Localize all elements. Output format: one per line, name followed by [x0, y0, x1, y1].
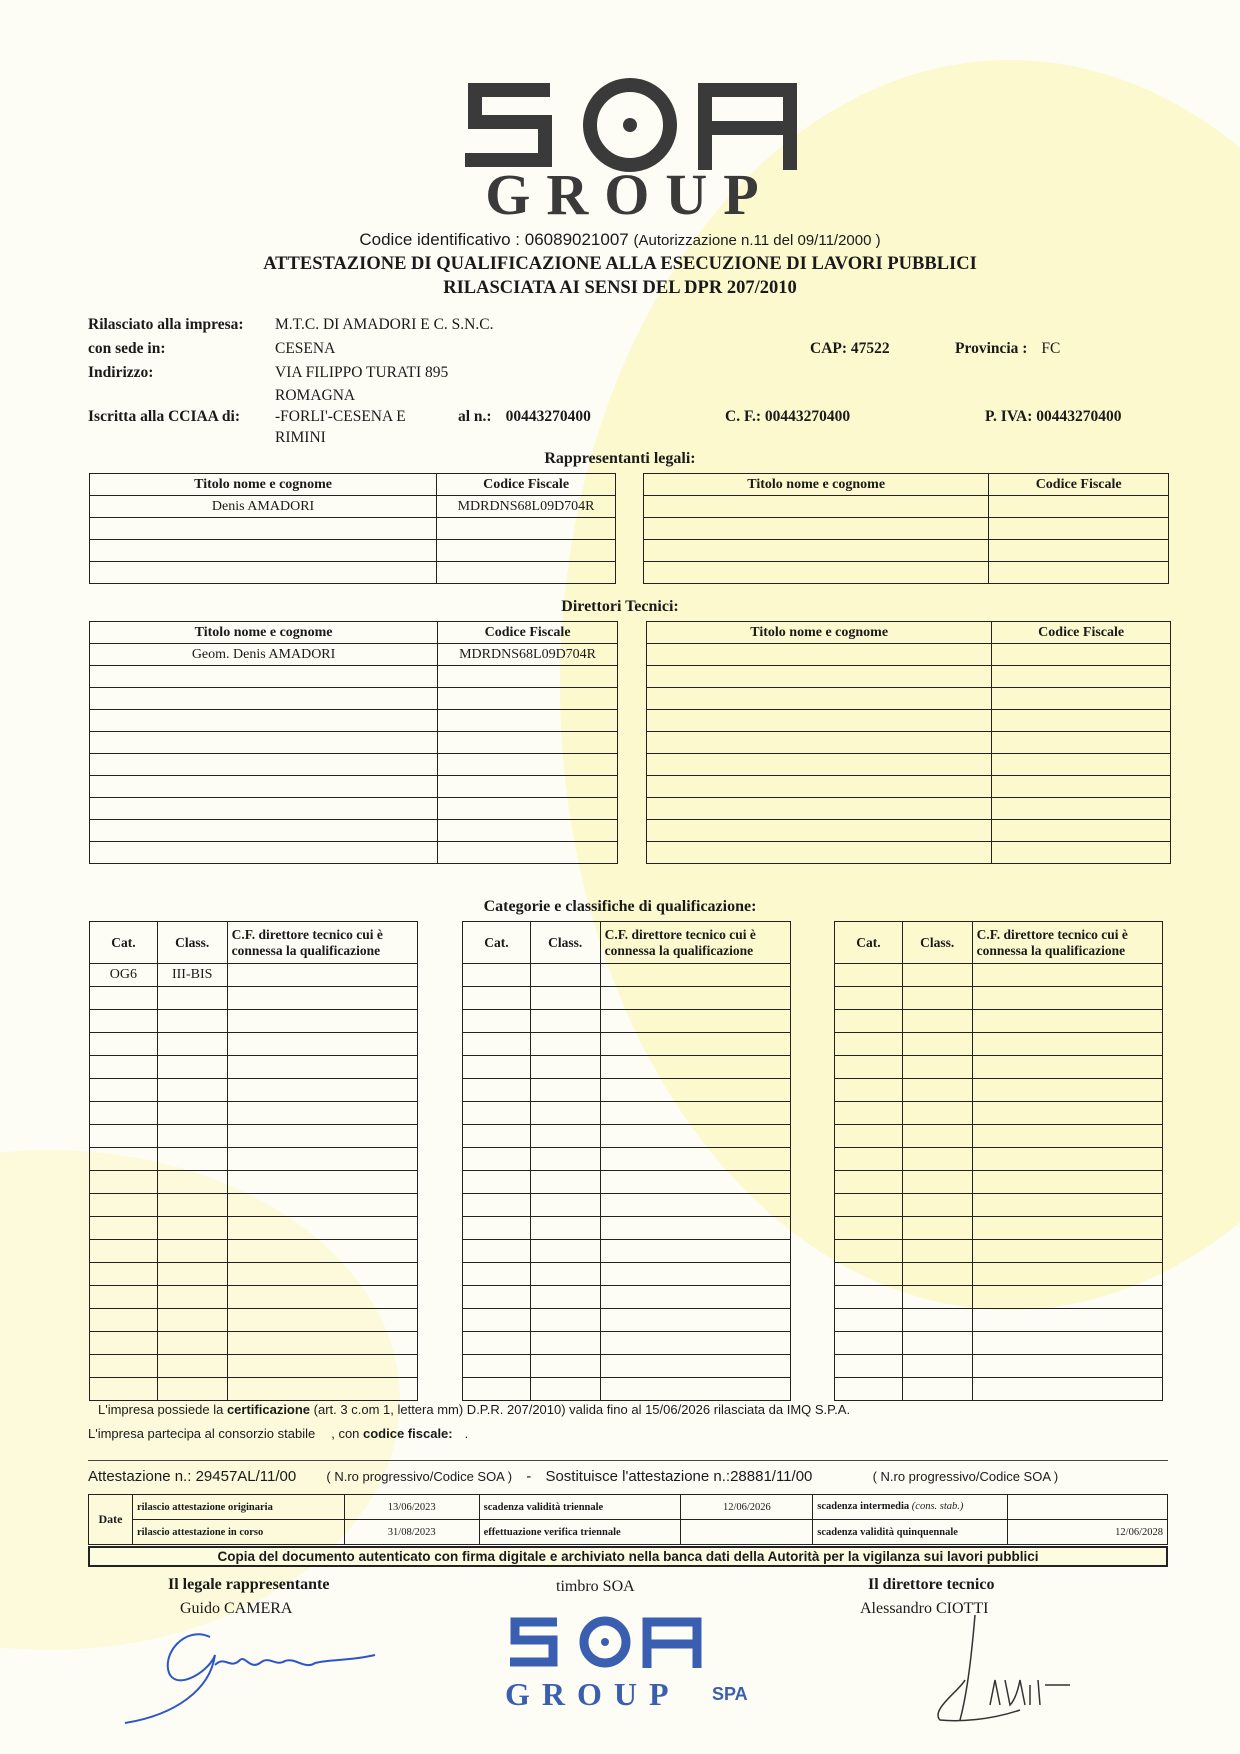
table-row [647, 710, 1171, 732]
col-cf-header: C.F. direttore tecnico cui è connessa la qualificazione [600, 922, 790, 964]
original-issue-date: 13/06/2023 [344, 1495, 479, 1520]
table-row [647, 798, 1171, 820]
table-row [835, 1378, 1163, 1401]
cf-label: C. F.: 00443270400 [725, 408, 851, 425]
table-row [463, 1056, 791, 1079]
table-row [90, 1171, 418, 1194]
quinquennial-expiry-label: scadenza validità quinquennale [813, 1520, 1008, 1545]
footer-note: Copia del documento autenticato con firma digitale e archiviato nella banca dati della Autorità per la vigilanza sui lavori pubblici [88, 1546, 1168, 1567]
provincia-label: Provincia : FC [955, 340, 1061, 357]
col-cf-header: C.F. direttore tecnico cui è connessa la qualificazione [227, 922, 417, 964]
table-row [835, 1263, 1163, 1286]
page-title: ATTESTAZIONE DI QUALIFICAZIONE ALLA ESECUZIONE DI LAVORI PUBBLICI [263, 254, 977, 274]
legal-rep-signature [115, 1615, 385, 1725]
table-row [647, 842, 1171, 864]
categories-table-right [834, 921, 1163, 1401]
col-name-header: Titolo nome e cognome [90, 622, 438, 644]
triennial-expiry-date: 12/06/2026 [681, 1495, 813, 1520]
attestation-num-value: 29457AL/11/00 [195, 1468, 297, 1485]
table-row [647, 754, 1171, 776]
tech-director-name: Alessandro CIOTTI [860, 1600, 989, 1617]
tech-director-title: Il direttore tecnico [868, 1576, 995, 1593]
categories-title: Categorie e classifiche di qualificazione: [483, 898, 757, 915]
col-cf-header: Codice Fiscale [989, 474, 1169, 496]
cap-label: CAP: 47522 [810, 340, 890, 357]
col-cf-header: C.F. direttore tecnico cui è connessa la qualificazione [972, 922, 1162, 964]
table-row [90, 754, 618, 776]
table-row [90, 1125, 418, 1148]
table-row [90, 1263, 418, 1286]
table-row [90, 688, 618, 710]
table-row [835, 1102, 1163, 1125]
representatives-table-right [643, 473, 1169, 584]
code-value: 06089021007 [524, 230, 629, 249]
legal-rep-title: Il legale rappresentante [168, 1576, 330, 1593]
table-row [463, 1171, 791, 1194]
table-row [463, 1240, 791, 1263]
table-row [835, 1125, 1163, 1148]
logo-group-text: GROUP [485, 162, 775, 227]
indirizzo-label: Indirizzo: [88, 364, 154, 381]
representatives-title: Rappresentanti legali: [544, 450, 696, 467]
table-row [90, 540, 616, 562]
attestation-num-note: ( N.ro progressivo/Codice SOA ) [326, 1469, 513, 1484]
col-class-header: Class. [157, 922, 227, 964]
table-header-row [463, 922, 791, 964]
sede-label: con sede in: [88, 340, 166, 357]
table-row [835, 1033, 1163, 1056]
page-subtitle: RILASCIATA AI SENSI DEL DPR 207/2010 [443, 278, 797, 298]
col-class-header: Class. [530, 922, 600, 964]
table-row [90, 732, 618, 754]
categories-table-middle [462, 921, 791, 1401]
intermediate-expiry-label: scadenza intermedia (cons. stab.) [813, 1495, 1008, 1520]
cciaa-label: Iscritta alla CCIAA di: [88, 408, 240, 425]
representatives-table-left [89, 473, 616, 584]
table-row [647, 820, 1171, 842]
table-row [463, 1125, 791, 1148]
consortium-note: L'impresa partecipa al consorzio stabile , con codice fiscale: . [88, 1426, 469, 1441]
director-cf: MDRDNS68L09D704R [438, 644, 618, 666]
intermediate-expiry-date [1008, 1495, 1168, 1520]
table-row [463, 1286, 791, 1309]
indirizzo-value: VIA FILIPPO TURATI 895 [275, 364, 449, 381]
table-row [463, 1309, 791, 1332]
piva-label: P. IVA: 00443270400 [985, 408, 1122, 425]
dates-label: Date [89, 1495, 133, 1545]
directors-table-right [646, 621, 1171, 864]
col-name-header: Titolo nome e cognome [647, 622, 992, 644]
authorization: (Autorizzazione n.11 del 09/11/2000 ) [633, 232, 881, 249]
table-row [835, 1240, 1163, 1263]
directors-table-left [89, 621, 618, 864]
table-row [90, 1102, 418, 1125]
cap-value: 47522 [850, 340, 890, 357]
aln-value: 00443270400 [505, 408, 591, 425]
table-row [463, 1148, 791, 1171]
table-header-row [647, 622, 1171, 644]
rep-name: Denis AMADORI [90, 496, 437, 518]
aln-label: al n.: 00443270400 [458, 408, 591, 425]
divider [88, 1460, 1168, 1461]
table-row [835, 1010, 1163, 1033]
col-name-header: Titolo nome e cognome [90, 474, 437, 496]
attestation-line: Attestazione n.: 29457AL/11/00 ( N.ro progressivo/Codice SOA ) - Sostituisce l'attestazione n.:28881/11/00 ( N.ro progressivo/Codice SOA ) [88, 1468, 1059, 1485]
col-cat-header: Cat. [835, 922, 903, 964]
replaces-note: ( N.ro progressivo/Codice SOA ) [872, 1469, 1059, 1484]
table-row [835, 1171, 1163, 1194]
category-code: OG6 [90, 964, 158, 987]
table-row [463, 1010, 791, 1033]
col-name-header: Titolo nome e cognome [644, 474, 989, 496]
current-issue-date: 31/08/2023 [344, 1520, 479, 1545]
director-name: Geom. Denis AMADORI [90, 644, 438, 666]
tech-director-signature [920, 1610, 1090, 1730]
rilasciato-value: M.T.C. DI AMADORI E C. S.N.C. [275, 316, 494, 333]
table-row [90, 1332, 418, 1355]
table-header-row [90, 474, 616, 496]
table-row [463, 1102, 791, 1125]
table-row [90, 1194, 418, 1217]
table-row [644, 518, 1169, 540]
table-row [463, 964, 791, 987]
table-row [90, 710, 618, 732]
certification-note: L'impresa possiede la certificazione (art. 3 c.om 1, lettera mm) D.P.R. 207/2010) valida fino al 15/06/2026 rilasciata da IMQ S.P.A. [98, 1402, 851, 1417]
table-row [644, 496, 1169, 518]
table-row [90, 1286, 418, 1309]
table-row [835, 1148, 1163, 1171]
cciaa-line2: -FORLI'-CESENA E [275, 408, 406, 425]
stamp-label: timbro SOA [556, 1578, 635, 1595]
replaces-value: 28881/11/00 [730, 1468, 813, 1485]
code-line [100, 230, 1140, 250]
dates-table [88, 1494, 1168, 1545]
quinquennial-expiry-date: 12/06/2028 [1008, 1520, 1168, 1545]
table-row [463, 1194, 791, 1217]
table-row [647, 732, 1171, 754]
table-row [90, 1079, 418, 1102]
table-header-row [90, 622, 618, 644]
directors-title: Direttori Tecnici: [561, 598, 679, 615]
table-row [90, 1309, 418, 1332]
table-row [90, 1033, 418, 1056]
rep-cf: MDRDNS68L09D704R [437, 496, 616, 518]
category-class: III-BIS [157, 964, 227, 987]
table-row [835, 964, 1163, 987]
table-row [90, 1010, 418, 1033]
table-row [463, 1079, 791, 1102]
table-row [90, 1355, 418, 1378]
table-row [647, 666, 1171, 688]
table-row [463, 1378, 791, 1401]
table-row [90, 820, 618, 842]
table-row [463, 1332, 791, 1355]
current-issue-label: rilascio attestazione in corso [132, 1520, 344, 1545]
table-row [90, 1217, 418, 1240]
col-cf-header: Codice Fiscale [438, 622, 618, 644]
table-row [835, 1194, 1163, 1217]
table-row [835, 987, 1163, 1010]
table-row [90, 518, 616, 540]
table-row [647, 776, 1171, 798]
table-row [89, 1495, 1168, 1520]
col-cf-header: Codice Fiscale [992, 622, 1171, 644]
triennial-check-date [681, 1520, 813, 1545]
table-row [647, 688, 1171, 710]
table-row [90, 1056, 418, 1079]
rilasciato-label: Rilasciato alla impresa: [88, 316, 244, 333]
table-row [463, 1355, 791, 1378]
table-row [90, 1148, 418, 1171]
triennial-check-label: effettuazione verifica triennale [479, 1520, 681, 1545]
table-row [647, 644, 1171, 666]
table-row [835, 1286, 1163, 1309]
table-row [835, 1332, 1163, 1355]
categories-table-left [89, 921, 418, 1401]
col-class-header: Class. [902, 922, 972, 964]
table-row [644, 562, 1169, 584]
provincia-value: FC [1041, 340, 1061, 357]
table-row [90, 798, 618, 820]
code-label: Codice identificativo : [359, 230, 521, 249]
table-row [463, 1033, 791, 1056]
attestation-num-label: Attestazione n.: [88, 1468, 192, 1485]
table-row [463, 1263, 791, 1286]
table-row [463, 987, 791, 1010]
table-row [644, 540, 1169, 562]
replaces-label: Sostituisce l'attestazione n.: [545, 1468, 731, 1485]
table-header-row [835, 922, 1163, 964]
table-row [463, 1217, 791, 1240]
table-row [90, 776, 618, 798]
col-cat-header: Cat. [463, 922, 531, 964]
piva-value: 00443270400 [1036, 408, 1122, 425]
cciaa-line3: RIMINI [275, 429, 326, 446]
table-row [90, 666, 618, 688]
table-row [835, 1056, 1163, 1079]
col-cf-header: Codice Fiscale [437, 474, 616, 496]
stamp-spa-text: SPA [712, 1684, 748, 1704]
original-issue-label: rilascio attestazione originaria [132, 1495, 344, 1520]
table-row [90, 644, 618, 666]
table-header-row [644, 474, 1169, 496]
table-row [835, 1355, 1163, 1378]
table-row [90, 562, 616, 584]
table-row [90, 842, 618, 864]
table-row [90, 964, 418, 987]
cciaa-line1: ROMAGNA [275, 387, 356, 404]
table-header-row [90, 922, 418, 964]
table-row [90, 1240, 418, 1263]
cf-value: 00443270400 [764, 408, 851, 425]
table-row [89, 1520, 1168, 1545]
category-cf [227, 964, 417, 987]
table-row [90, 987, 418, 1010]
table-row [835, 1217, 1163, 1240]
table-row [90, 1378, 418, 1401]
table-row [835, 1079, 1163, 1102]
legal-rep-name: Guido CAMERA [180, 1600, 293, 1617]
stamp-group-text: GROUP [505, 1676, 681, 1712]
table-row [90, 496, 616, 518]
sede-value: CESENA [275, 340, 336, 357]
table-row [835, 1309, 1163, 1332]
col-cat-header: Cat. [90, 922, 158, 964]
triennial-expiry-label: scadenza validità triennale [479, 1495, 681, 1520]
